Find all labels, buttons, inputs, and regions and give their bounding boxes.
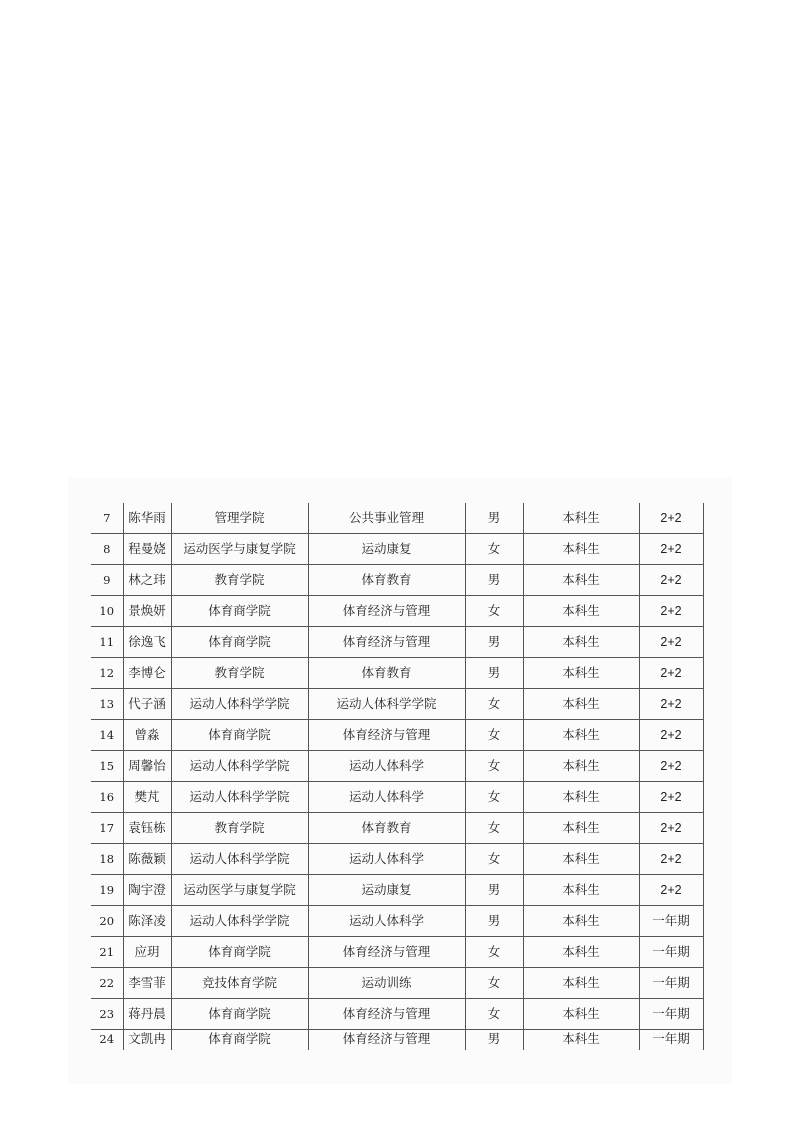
row-number-cell: 9 <box>91 565 123 596</box>
program-type-cell: 2+2 <box>639 782 703 813</box>
gender-cell: 女 <box>465 596 523 627</box>
student-level-cell: 本科生 <box>523 720 639 751</box>
student-name-cell: 蒋丹晨 <box>123 999 171 1030</box>
table-row <box>91 1030 703 1051</box>
student-level-cell: 本科生 <box>523 968 639 999</box>
student-name-cell: 景焕妍 <box>123 596 171 627</box>
student-level-cell: 本科生 <box>523 658 639 689</box>
student-name-cell: 文凯冉 <box>123 1030 171 1051</box>
table-row <box>91 813 703 844</box>
row-number-cell: 14 <box>91 720 123 751</box>
row-number-cell: 11 <box>91 627 123 658</box>
table-row <box>91 906 703 937</box>
table-row <box>91 689 703 720</box>
student-level-cell: 本科生 <box>523 999 639 1030</box>
major-name-cell: 运动人体科学 <box>308 782 465 813</box>
college-name-cell: 运动人体科学学院 <box>171 844 308 875</box>
college-name-cell: 体育商学院 <box>171 596 308 627</box>
table-row <box>91 844 703 875</box>
table-row <box>91 565 703 596</box>
major-name-cell: 体育教育 <box>308 565 465 596</box>
table-row <box>91 875 703 906</box>
table-row <box>91 596 703 627</box>
major-name-cell: 运动康复 <box>308 534 465 565</box>
program-type-cell: 2+2 <box>639 565 703 596</box>
major-name-cell: 运动人体科学 <box>308 906 465 937</box>
row-number-cell: 21 <box>91 937 123 968</box>
major-name-cell: 体育经济与管理 <box>308 999 465 1030</box>
college-name-cell: 体育商学院 <box>171 627 308 658</box>
row-number-cell: 7 <box>91 503 123 534</box>
college-name-cell: 教育学院 <box>171 565 308 596</box>
college-name-cell: 运动人体科学学院 <box>171 782 308 813</box>
program-type-cell: 一年期 <box>639 1030 703 1051</box>
program-type-cell: 2+2 <box>639 534 703 565</box>
row-number-cell: 8 <box>91 534 123 565</box>
program-type-cell: 2+2 <box>639 689 703 720</box>
student-level-cell: 本科生 <box>523 1030 639 1051</box>
student-level-cell: 本科生 <box>523 689 639 720</box>
college-name-cell: 教育学院 <box>171 658 308 689</box>
major-name-cell: 公共事业管理 <box>308 503 465 534</box>
gender-cell: 男 <box>465 503 523 534</box>
major-name-cell: 体育教育 <box>308 813 465 844</box>
student-level-cell: 本科生 <box>523 503 639 534</box>
gender-cell: 女 <box>465 782 523 813</box>
student-level-cell: 本科生 <box>523 596 639 627</box>
student-level-cell: 本科生 <box>523 875 639 906</box>
student-name-cell: 曾淼 <box>123 720 171 751</box>
student-level-cell: 本科生 <box>523 627 639 658</box>
program-type-cell: 2+2 <box>639 720 703 751</box>
program-type-cell: 一年期 <box>639 968 703 999</box>
student-level-cell: 本科生 <box>523 906 639 937</box>
gender-cell: 女 <box>465 534 523 565</box>
table-row <box>91 534 703 565</box>
college-name-cell: 体育商学院 <box>171 1030 308 1051</box>
student-level-cell: 本科生 <box>523 813 639 844</box>
gender-cell: 女 <box>465 937 523 968</box>
college-name-cell: 体育商学院 <box>171 999 308 1030</box>
college-name-cell: 运动医学与康复学院 <box>171 534 308 565</box>
student-level-cell: 本科生 <box>523 751 639 782</box>
student-name-cell: 代子涵 <box>123 689 171 720</box>
row-number-cell: 12 <box>91 658 123 689</box>
college-name-cell: 体育商学院 <box>171 720 308 751</box>
college-name-cell: 运动人体科学学院 <box>171 689 308 720</box>
gender-cell: 男 <box>465 875 523 906</box>
major-name-cell: 运动人体科学学院 <box>308 689 465 720</box>
major-name-cell: 体育教育 <box>308 658 465 689</box>
student-name-cell: 徐逸飞 <box>123 627 171 658</box>
gender-cell: 男 <box>465 1030 523 1051</box>
student-roster-table <box>91 503 704 1050</box>
college-name-cell: 运动医学与康复学院 <box>171 875 308 906</box>
student-level-cell: 本科生 <box>523 534 639 565</box>
gender-cell: 女 <box>465 689 523 720</box>
table-row <box>91 627 703 658</box>
gender-cell: 女 <box>465 720 523 751</box>
table-row <box>91 968 703 999</box>
table-row <box>91 751 703 782</box>
major-name-cell: 运动人体科学 <box>308 751 465 782</box>
gender-cell: 女 <box>465 844 523 875</box>
roster-body <box>91 503 703 1050</box>
student-name-cell: 李博仑 <box>123 658 171 689</box>
student-level-cell: 本科生 <box>523 782 639 813</box>
student-level-cell: 本科生 <box>523 937 639 968</box>
college-name-cell: 管理学院 <box>171 503 308 534</box>
college-name-cell: 运动人体科学学院 <box>171 751 308 782</box>
student-level-cell: 本科生 <box>523 565 639 596</box>
gender-cell: 男 <box>465 658 523 689</box>
gender-cell: 女 <box>465 813 523 844</box>
row-number-cell: 17 <box>91 813 123 844</box>
major-name-cell: 体育经济与管理 <box>308 596 465 627</box>
program-type-cell: 2+2 <box>639 658 703 689</box>
gender-cell: 男 <box>465 565 523 596</box>
student-name-cell: 程曼娆 <box>123 534 171 565</box>
program-type-cell: 2+2 <box>639 875 703 906</box>
student-name-cell: 陈泽凌 <box>123 906 171 937</box>
gender-cell: 女 <box>465 999 523 1030</box>
major-name-cell: 运动训练 <box>308 968 465 999</box>
program-type-cell: 2+2 <box>639 844 703 875</box>
student-name-cell: 周馨怡 <box>123 751 171 782</box>
table-row <box>91 937 703 968</box>
row-number-cell: 23 <box>91 999 123 1030</box>
student-level-cell: 本科生 <box>523 844 639 875</box>
college-name-cell: 教育学院 <box>171 813 308 844</box>
program-type-cell: 一年期 <box>639 999 703 1030</box>
row-number-cell: 22 <box>91 968 123 999</box>
row-number-cell: 20 <box>91 906 123 937</box>
table-row <box>91 999 703 1030</box>
program-type-cell: 2+2 <box>639 813 703 844</box>
row-number-cell: 16 <box>91 782 123 813</box>
table-row <box>91 782 703 813</box>
row-number-cell: 15 <box>91 751 123 782</box>
program-type-cell: 2+2 <box>639 503 703 534</box>
student-name-cell: 樊芃 <box>123 782 171 813</box>
major-name-cell: 运动人体科学 <box>308 844 465 875</box>
major-name-cell: 体育经济与管理 <box>308 1030 465 1051</box>
student-name-cell: 应玥 <box>123 937 171 968</box>
major-name-cell: 运动康复 <box>308 875 465 906</box>
program-type-cell: 2+2 <box>639 751 703 782</box>
student-name-cell: 李雪菲 <box>123 968 171 999</box>
major-name-cell: 体育经济与管理 <box>308 720 465 751</box>
major-name-cell: 体育经济与管理 <box>308 937 465 968</box>
table-row <box>91 720 703 751</box>
table-row <box>91 503 703 534</box>
gender-cell: 女 <box>465 751 523 782</box>
gender-cell: 女 <box>465 968 523 999</box>
college-name-cell: 运动人体科学学院 <box>171 906 308 937</box>
table-row <box>91 658 703 689</box>
gender-cell: 男 <box>465 627 523 658</box>
student-name-cell: 陈华雨 <box>123 503 171 534</box>
row-number-cell: 18 <box>91 844 123 875</box>
row-number-cell: 19 <box>91 875 123 906</box>
program-type-cell: 2+2 <box>639 627 703 658</box>
row-number-cell: 13 <box>91 689 123 720</box>
row-number-cell: 10 <box>91 596 123 627</box>
student-name-cell: 陈薇颖 <box>123 844 171 875</box>
row-number-cell: 24 <box>91 1030 123 1051</box>
program-type-cell: 一年期 <box>639 906 703 937</box>
student-name-cell: 林之玮 <box>123 565 171 596</box>
student-name-cell: 陶宇澄 <box>123 875 171 906</box>
student-name-cell: 袁钰栋 <box>123 813 171 844</box>
program-type-cell: 一年期 <box>639 937 703 968</box>
college-name-cell: 体育商学院 <box>171 937 308 968</box>
major-name-cell: 体育经济与管理 <box>308 627 465 658</box>
college-name-cell: 竞技体育学院 <box>171 968 308 999</box>
gender-cell: 男 <box>465 906 523 937</box>
program-type-cell: 2+2 <box>639 596 703 627</box>
